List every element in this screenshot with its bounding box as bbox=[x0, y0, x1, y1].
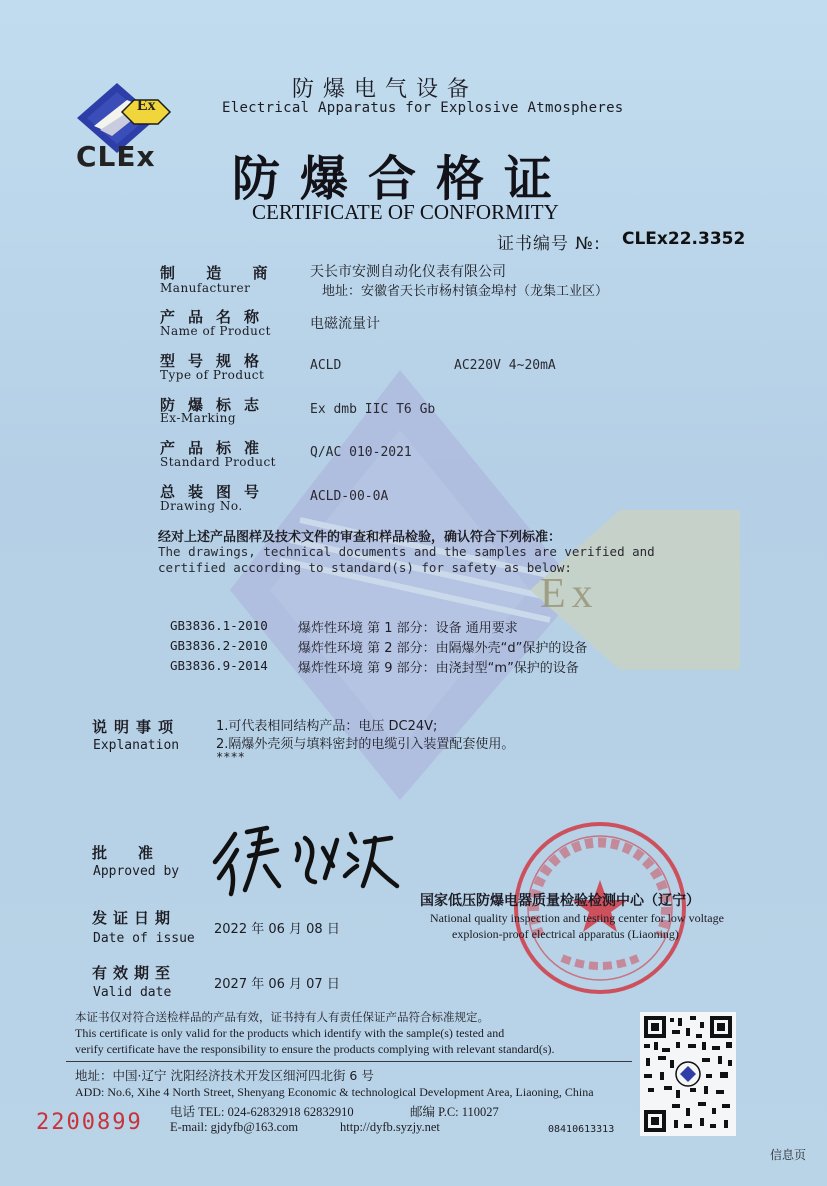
explanation-line-3: **** bbox=[216, 750, 245, 764]
product-value: 电磁流量计 bbox=[310, 316, 380, 332]
explanation-label-en: Explanation bbox=[93, 738, 180, 753]
drawing-label-en: Drawing No. bbox=[160, 499, 243, 513]
notice-en-1: This certificate is only valid for the products which identify with the sample(s) tested and bbox=[75, 1026, 505, 1040]
issue-value: 2022 年 06 月 08 日 bbox=[214, 922, 340, 937]
type-label-en: Type of Product bbox=[160, 368, 265, 382]
footer-email: E-mail: gjdyfb@163.com bbox=[170, 1120, 299, 1134]
footer-website: http://dyfb.syzjy.net bbox=[340, 1120, 440, 1134]
footer-address-en: ADD: No.6, Xihe 4 North Street, Shenyang Economic & technological Development Area, Liaoning, China bbox=[75, 1085, 594, 1099]
issue-label-zh: 发证日期 bbox=[92, 909, 177, 927]
drawing-value: ACLD-00-0A bbox=[310, 489, 389, 504]
standard-label-en: Standard Product bbox=[160, 455, 276, 469]
footer-address-zh: 地址：中国·辽宁 沈阳经济技术开发区细河四北街 6 号 bbox=[75, 1068, 374, 1083]
cert-no-label: 证书编号 №: bbox=[497, 234, 601, 254]
standard-label-zh: 产品标准 bbox=[160, 439, 273, 457]
notice-zh: 本证书仅对符合送检样品的产品有效，证书持有人有责任保证产品符合标准规定。 bbox=[75, 1010, 489, 1024]
marking-label-zh: 防爆标志 bbox=[160, 396, 273, 414]
title-zh-top: 防爆电气设备 bbox=[292, 77, 479, 102]
title-en-top: Electrical Apparatus for Explosive Atmospheres bbox=[222, 100, 624, 116]
center-name-en-2: explosion-proof electrical apparatus (Liaoning) bbox=[452, 927, 679, 941]
statement-zh: 经对上述产品图样及技术文件的审查和样品检验，确认符合下列标准： bbox=[158, 530, 562, 545]
footer-postcode: 邮编 P.C: 110027 bbox=[410, 1105, 499, 1119]
explanation-line-2: 2.隔爆外壳须与填料密封的电缆引入装置配套使用。 bbox=[216, 737, 515, 752]
footer-tel: 电话 TEL: 024-62832918 62832910 bbox=[170, 1105, 354, 1119]
footer-small-code: 08410613313 bbox=[548, 1124, 615, 1135]
standard-value: Q/AC 010-2021 bbox=[310, 445, 412, 460]
notice-en-2: verify certificate have the responsibility to ensure the products complying with relevant standard(s). bbox=[75, 1042, 555, 1056]
standard-desc-3: 爆炸性环境 第 9 部分：由浇封型“m”保护的设备 bbox=[298, 661, 579, 676]
product-label-zh: 产品名称 bbox=[160, 308, 273, 326]
approved-label-zh: 批 准 bbox=[92, 844, 155, 862]
type-label-zh: 型号规格 bbox=[160, 352, 273, 370]
type-value-2: AC220V 4~20mA bbox=[454, 358, 556, 373]
qr-code-icon bbox=[640, 1012, 736, 1136]
drawing-label-zh: 总装图号 bbox=[160, 483, 273, 501]
manufacturer-value: 天长市安测自动化仪表有限公司 bbox=[310, 264, 506, 280]
issue-label-en: Date of issue bbox=[93, 931, 195, 946]
valid-label-en: Valid date bbox=[93, 985, 172, 1000]
manufacturer-label-zh: 制 造 商 bbox=[160, 264, 281, 282]
standard-code-1: GB3836.1-2010 bbox=[170, 618, 268, 633]
statement-en-2: certified according to standard(s) for safety as below: bbox=[158, 560, 572, 575]
info-page-label: 信息页 bbox=[770, 1148, 807, 1162]
standard-code-2: GB3836.2-2010 bbox=[170, 638, 268, 653]
logo-badge-text: Ex bbox=[137, 97, 156, 114]
notice-divider bbox=[66, 1061, 632, 1062]
standard-code-3: GB3836.9-2014 bbox=[170, 658, 268, 673]
logo-text: CLEx bbox=[76, 140, 156, 173]
signature-image bbox=[205, 820, 405, 900]
product-label-en: Name of Product bbox=[160, 324, 271, 338]
title-zh-main: 防爆合格证 bbox=[232, 151, 573, 207]
watermark-ex-text: Ex bbox=[540, 571, 599, 617]
address-value: 地址：安徽省天长市杨村镇金埠村（龙集工业区） bbox=[322, 284, 609, 299]
type-value: ACLD bbox=[310, 358, 342, 373]
serial-number: 2200899 bbox=[36, 1110, 143, 1135]
standard-desc-1: 爆炸性环境 第 1 部分：设备 通用要求 bbox=[298, 621, 518, 636]
statement-en-1: The drawings, technical documents and the samples are verified and bbox=[158, 544, 655, 559]
manufacturer-label-en: Manufacturer bbox=[160, 281, 251, 295]
center-name-zh: 国家低压防爆电器质量检验检测中心（辽宁） bbox=[420, 893, 700, 909]
standard-desc-2: 爆炸性环境 第 2 部分：由隔爆外壳“d”保护的设备 bbox=[298, 641, 588, 656]
valid-value: 2027 年 06 月 07 日 bbox=[214, 977, 340, 992]
marking-value: Ex dmb IIC T6 Gb bbox=[310, 402, 436, 417]
center-name-en-1: National quality inspection and testing center for low voltage bbox=[430, 911, 724, 925]
valid-label-zh: 有效期至 bbox=[92, 964, 177, 982]
approved-label-en: Approved by bbox=[93, 864, 180, 879]
explanation-line-1: 1.可代表相同结构产品：电压 DC24V; bbox=[216, 719, 438, 734]
title-en-main: CERTIFICATE OF CONFORMITY bbox=[252, 200, 559, 224]
explanation-label-zh: 说明事项 bbox=[92, 718, 181, 736]
cert-no: CLEx22.3352 bbox=[622, 229, 746, 249]
marking-label-en: Ex-Marking bbox=[160, 411, 237, 425]
